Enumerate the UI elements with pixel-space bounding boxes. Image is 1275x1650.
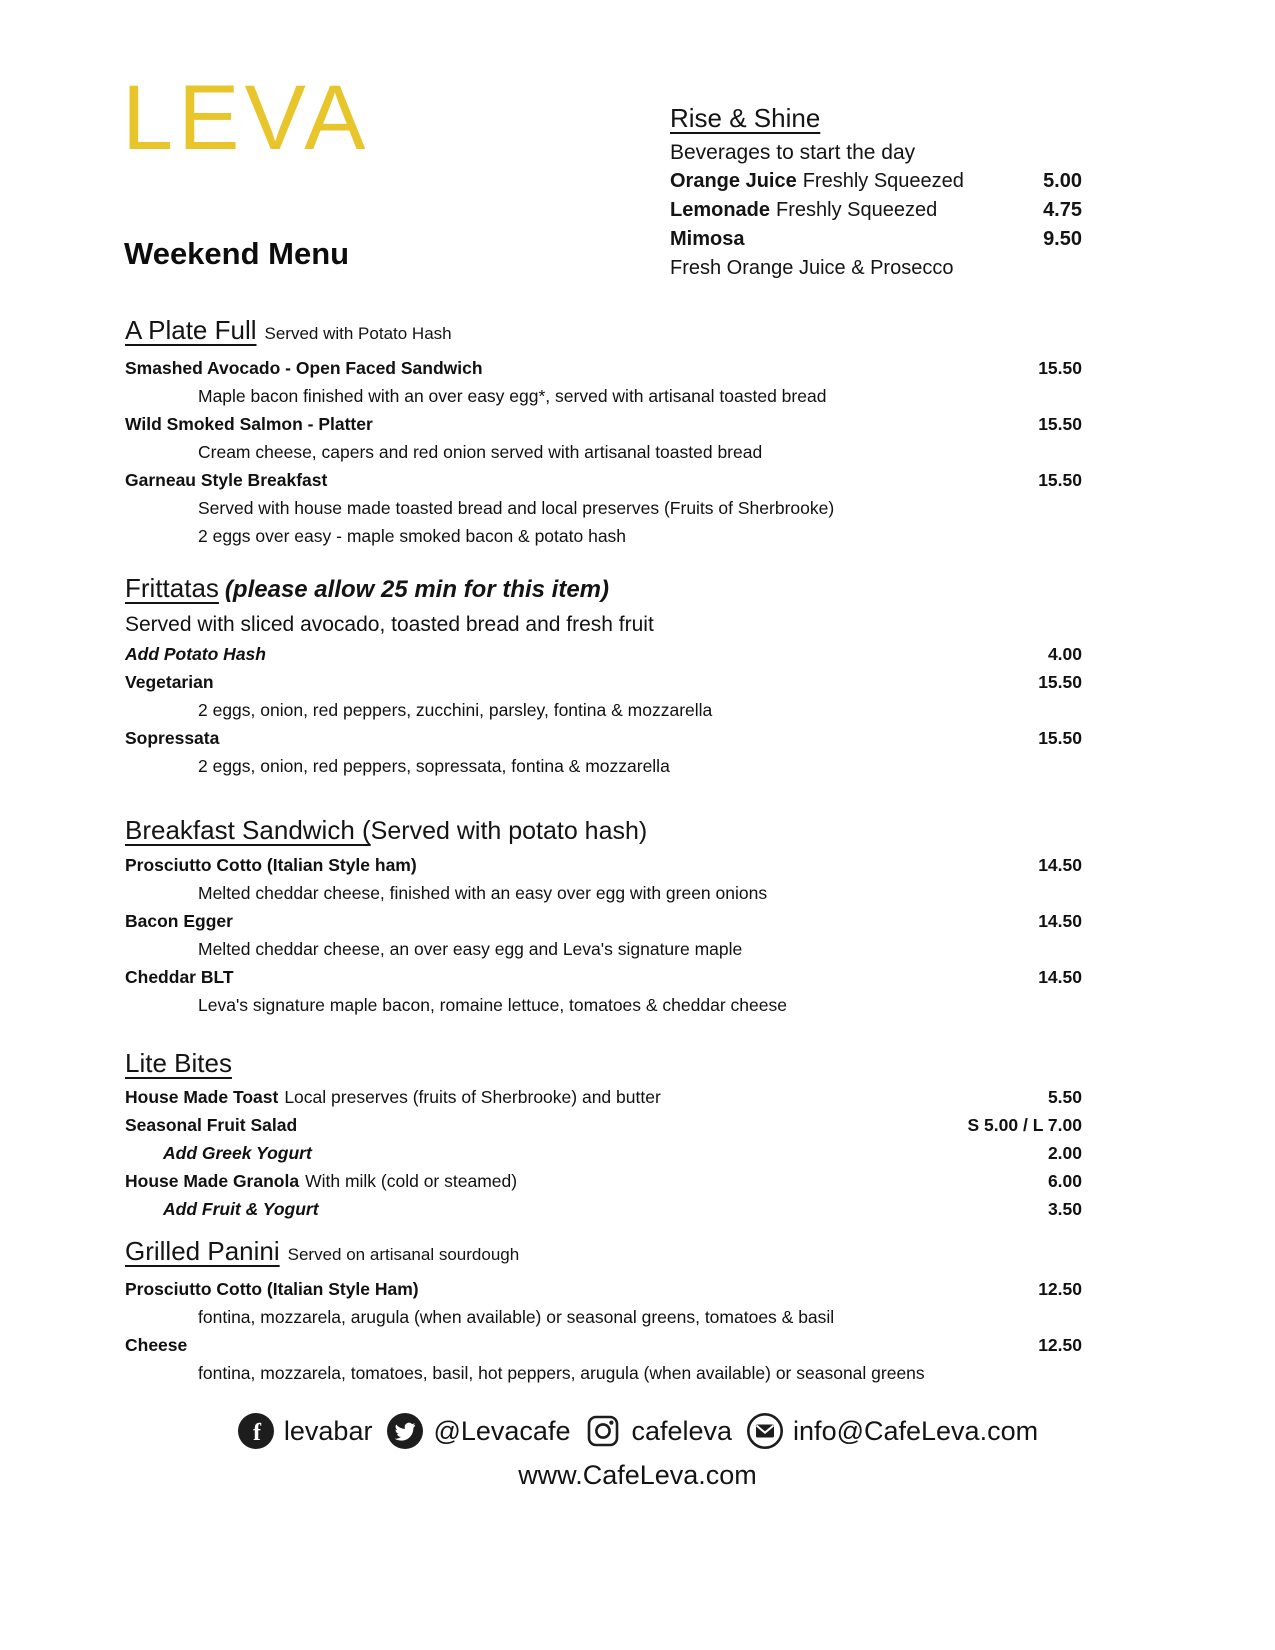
item-name: House Made Granola xyxy=(125,1171,300,1191)
item-price: 9.50 xyxy=(1043,228,1082,250)
section-heading-note: Served on artisanal sourdough xyxy=(287,1245,520,1264)
item-name: Seasonal Fruit Salad xyxy=(125,1115,298,1135)
menu-item-row xyxy=(670,167,1082,196)
item-name: Sopressata xyxy=(125,728,220,748)
twitter-icon xyxy=(386,1412,424,1450)
item-name: Add Fruit & Yogurt xyxy=(163,1199,319,1219)
item-name: Prosciutto Cotto (Italian Style Ham) xyxy=(125,1279,419,1299)
email-icon xyxy=(746,1412,784,1450)
social-handle: levabar xyxy=(283,1415,373,1446)
menu-item-row xyxy=(125,410,1082,438)
social-email xyxy=(746,1412,1038,1450)
item-price: 15.50 xyxy=(1038,414,1082,434)
menu-item-row xyxy=(125,1167,1082,1195)
section-a-plate-full xyxy=(125,312,1082,550)
item-description: Melted cheddar cheese, finished with an easy over egg with green onions xyxy=(198,883,768,903)
item-price: 5.50 xyxy=(1047,1087,1082,1107)
social-handle: @Levacafe xyxy=(433,1415,571,1446)
item-detail: Fresh Orange Juice & Prosecco xyxy=(670,257,954,279)
item-name: Mimosa xyxy=(670,228,745,250)
item-price: 14.50 xyxy=(1038,911,1082,931)
item-name: House Made Toast xyxy=(125,1087,279,1107)
menu-item-row xyxy=(125,1275,1082,1303)
item-name: Add Greek Yogurt xyxy=(163,1143,312,1163)
section-heading-text: Lite Bites xyxy=(125,1048,232,1078)
item-price: 12.50 xyxy=(1038,1279,1082,1299)
item-price: 6.00 xyxy=(1047,1171,1082,1191)
section-heading-note: Served with Potato Hash xyxy=(264,324,452,343)
item-name: Cheddar BLT xyxy=(125,967,234,987)
item-price: 4.00 xyxy=(1047,644,1082,664)
section-heading-note: (please allow 25 min for this item) xyxy=(224,576,610,603)
item-description: Cream cheese, capers and red onion served with artisanal toasted bread xyxy=(198,442,763,462)
menu-item-row xyxy=(125,354,1082,382)
section-heading-note: Served with potato hash) xyxy=(370,817,648,845)
website-url: www.CafeLeva.com xyxy=(518,1460,757,1490)
menu-item-row xyxy=(125,1139,1082,1167)
section-breakfast-sandwich xyxy=(125,812,1082,1019)
menu-item-row xyxy=(670,225,1082,254)
social-handle: info@CafeLeva.com xyxy=(793,1415,1039,1446)
facebook-icon xyxy=(237,1412,275,1450)
svg-text:f: f xyxy=(252,1420,261,1446)
menu-item-row xyxy=(125,907,1082,935)
item-price: 2.00 xyxy=(1047,1143,1082,1163)
item-price: 14.50 xyxy=(1038,855,1082,875)
item-name: Wild Smoked Salmon - Platter xyxy=(125,414,373,434)
item-price: 4.75 xyxy=(1043,199,1082,221)
item-detail: Freshly Squeezed xyxy=(776,199,938,221)
section-heading xyxy=(125,312,1082,352)
item-name: Smashed Avocado - Open Faced Sandwich xyxy=(125,358,483,378)
item-name: Orange Juice xyxy=(670,170,797,192)
menu-item-row xyxy=(125,640,1082,668)
menu-item-row xyxy=(125,724,1082,752)
leva-logo: LEVA xyxy=(122,67,371,169)
footer xyxy=(0,1412,1275,1491)
item-description: Leva's signature maple bacon, romaine lettuce, tomatoes & cheddar cheese xyxy=(198,995,787,1015)
item-price: 3.50 xyxy=(1047,1199,1082,1219)
section-heading-text: Breakfast Sandwich ( xyxy=(125,815,371,845)
item-description: fontina, mozzarela, arugula (when available) or seasonal greens, tomatoes & basil xyxy=(198,1307,835,1327)
item-description: 2 eggs, onion, red peppers, sopressata, fontina & mozzarella xyxy=(198,756,670,776)
item-name: Bacon Egger xyxy=(125,911,233,931)
social-instagram xyxy=(584,1412,732,1450)
item-description: fontina, mozzarela, tomatoes, basil, hot peppers, arugula (when available) or seasonal greens xyxy=(198,1363,925,1383)
item-name: Add Potato Hash xyxy=(125,644,266,664)
section-rise-and-shine xyxy=(670,102,1082,283)
item-price: 12.50 xyxy=(1038,1335,1082,1355)
section-heading-text: Frittatas xyxy=(125,573,219,603)
item-price: 15.50 xyxy=(1038,672,1082,692)
item-price: 15.50 xyxy=(1038,470,1082,490)
social-row xyxy=(0,1412,1275,1450)
menu-body xyxy=(125,312,1082,1387)
menu-item-row xyxy=(670,196,1082,225)
item-detail: Local preserves (fruits of Sherbrooke) and butter xyxy=(284,1087,661,1107)
social-handle: cafeleva xyxy=(631,1415,733,1446)
item-price: 5.00 xyxy=(1043,170,1082,192)
menu-item-row xyxy=(125,851,1082,879)
item-description: Served with house made toasted bread and local preserves (Fruits of Sherbrooke) xyxy=(198,498,835,518)
section-heading xyxy=(125,812,1082,849)
section-intro: Served with sliced avocado, toasted bread and fresh fruit xyxy=(125,613,654,636)
menu-item-row xyxy=(125,1195,1082,1223)
item-price: 15.50 xyxy=(1038,728,1082,748)
menu-item-row xyxy=(125,1083,1082,1111)
item-price: 15.50 xyxy=(1038,358,1082,378)
section-heading: Rise & Shine xyxy=(670,103,821,133)
menu-item-row xyxy=(125,1111,1082,1139)
section-frittatas xyxy=(125,570,1082,780)
item-description: 2 eggs over easy - maple smoked bacon & potato hash xyxy=(198,526,627,546)
item-description: Maple bacon finished with an over easy egg*, served with artisanal toasted bread xyxy=(198,386,827,406)
section-heading xyxy=(125,1045,1082,1081)
section-heading xyxy=(125,1233,1082,1273)
section-heading xyxy=(125,570,1082,608)
page-title: Weekend Menu xyxy=(124,236,350,271)
instagram-icon xyxy=(584,1412,622,1450)
menu-item-row xyxy=(125,668,1082,696)
social-twitter xyxy=(386,1412,570,1450)
item-name: Garneau Style Breakfast xyxy=(125,470,328,490)
item-detail: With milk (cold or steamed) xyxy=(305,1171,518,1191)
item-price: 14.50 xyxy=(1038,967,1082,987)
menu-item-row xyxy=(125,1331,1082,1359)
menu-item-row xyxy=(125,466,1082,494)
item-description: Melted cheddar cheese, an over easy egg and Leva's signature maple xyxy=(198,939,743,959)
section-grilled-panini xyxy=(125,1233,1082,1387)
item-price: S 5.00 / L 7.00 xyxy=(967,1115,1082,1135)
item-detail: Freshly Squeezed xyxy=(802,170,964,192)
menu-item-row xyxy=(125,963,1082,991)
item-description: 2 eggs, onion, red peppers, zucchini, parsley, fontina & mozzarella xyxy=(198,700,713,720)
section-heading-text: Grilled Panini xyxy=(125,1236,280,1266)
section-heading-text: A Plate Full xyxy=(125,315,257,345)
item-name: Prosciutto Cotto (Italian Style ham) xyxy=(125,855,417,875)
item-name: Lemonade xyxy=(670,199,771,221)
item-name: Cheese xyxy=(125,1335,188,1355)
section-lite-bites xyxy=(125,1045,1082,1223)
social-facebook xyxy=(237,1412,373,1450)
item-name: Vegetarian xyxy=(125,672,214,692)
section-subtitle: Beverages to start the day xyxy=(670,141,916,164)
